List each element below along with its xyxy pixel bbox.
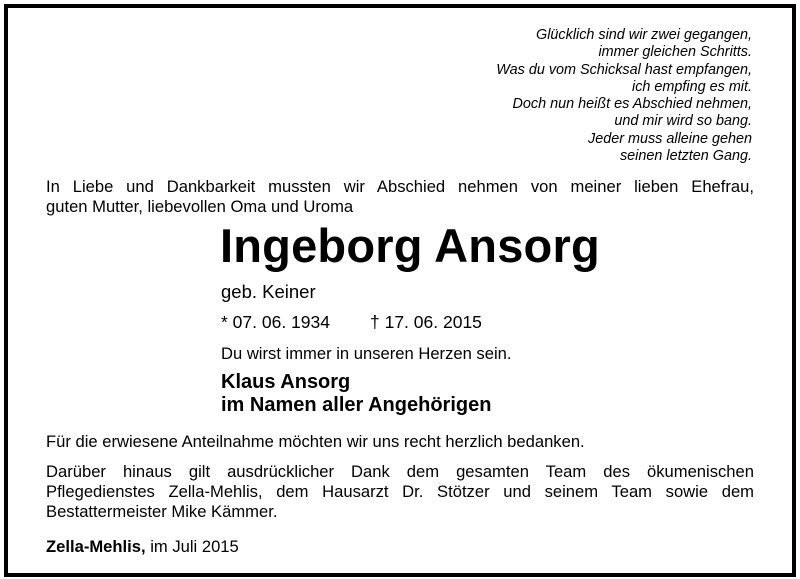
special-thanks: [46, 462, 754, 522]
poem-line: Doch nun heißt es Abschied nehmen,: [512, 96, 752, 113]
poem-line: Jeder muss alleine gehen: [588, 130, 752, 147]
deceased-name: Ingeborg Ansorg: [220, 219, 600, 272]
death-date: † 17. 06. 2015: [370, 312, 482, 332]
intro-line: In Liebe und Dankbarkeit mussten wir Abschied nehmen von meiner lieben Ehefrau,: [46, 177, 754, 196]
poem: [496, 27, 752, 165]
place-date: [46, 537, 239, 557]
intro-text: [46, 177, 754, 217]
date: im Juli 2015: [150, 537, 239, 556]
intro-line: guten Mutter, liebevollen Oma und Uroma: [46, 197, 354, 216]
maiden-name: geb. Keiner: [221, 281, 316, 302]
poem-line: ich empfing es mit.: [632, 78, 752, 95]
signatory-name: Klaus Ansorg: [221, 371, 351, 393]
place: Zella-Mehlis,: [46, 537, 146, 556]
poem-line: immer gleichen Schritts.: [598, 44, 752, 61]
special-thanks-line: Darüber hinaus gilt ausdrücklicher Dank dem gesamten Team des ökumenischen: [46, 462, 754, 481]
signatories: [221, 371, 491, 417]
poem-line: seinen letzten Gang.: [619, 148, 752, 165]
poem-line: Was du vom Schicksal hast empfangen,: [496, 61, 752, 78]
special-thanks-line: Bestattermeister Mike Kämmer.: [46, 502, 278, 521]
poem-line: Glücklich sind wir zwei gegangen,: [536, 27, 752, 43]
birth-date: * 07. 06. 1934: [221, 312, 330, 332]
special-thanks-line: Pflegedienstes Zella-Mehlis, dem Hausarzt Dr. Stötzer und seinem Team sowie dem: [46, 482, 754, 501]
signatory-note: im Namen aller Angehörigen: [221, 394, 492, 416]
general-thanks: Für die erwiesene Anteilnahme möchten wir uns recht herzlich bedanken.: [46, 432, 585, 451]
memorial-line: Du wirst immer in unseren Herzen sein.: [221, 344, 512, 363]
poem-line: und mir wird so bang.: [614, 113, 752, 130]
